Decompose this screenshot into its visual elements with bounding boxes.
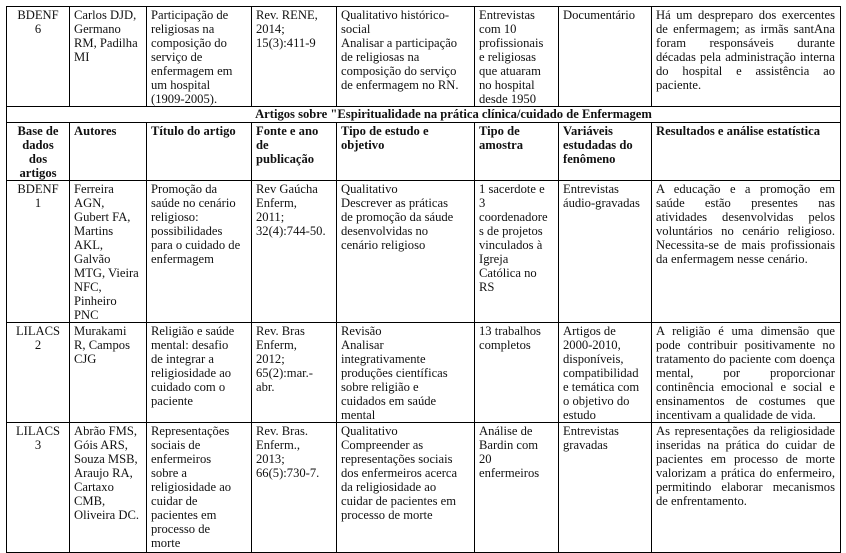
sample-cell: Entrevistas com 10 profissionais e religiosas que atuaram no hospital desde 1950 bbox=[475, 7, 559, 107]
title-cell: Representações sociais de enfermeiros sobre a religiosidade ao cuidar de pacientes em processo de morte bbox=[147, 423, 252, 553]
table-row bbox=[7, 323, 841, 423]
source-cell: Rev. Bras Enferm, 2012; 65(2):mar.- abr. bbox=[252, 323, 337, 423]
sample-cell: Análise de Bardin com 20 enfermeiros bbox=[475, 423, 559, 553]
section-row bbox=[7, 107, 841, 123]
section-title: Artigos sobre "Espiritualidade na prática clínica/cuidado de Enfermagem bbox=[7, 107, 841, 123]
header-title: Título do artigo bbox=[147, 123, 252, 181]
study-type-cell: Qualitativo Descrever as práticas de promoção da sáude desenvolvidas no cenário religioso bbox=[337, 181, 475, 323]
title-cell: Promoção da saúde no cenário religioso: possibilidades para o cuidado de enfermagem bbox=[147, 181, 252, 323]
variables-cell: Entrevistas áudio-gravadas bbox=[559, 181, 652, 323]
header-authors: Autores bbox=[70, 123, 147, 181]
articles-table bbox=[6, 6, 841, 553]
header-results: Resultados e análise estatística bbox=[652, 123, 841, 181]
database-cell: BDENF 1 bbox=[7, 181, 70, 323]
title-cell: Religião e saúde mental: desafio de integrar a religiosidade ao cuidado com o paciente bbox=[147, 323, 252, 423]
study-type-cell: Revisão Analisar integrativamente produções científicas sobre religião e cuidados em saúde mental bbox=[337, 323, 475, 423]
results-cell: As representações da religiosidade inseridas na prática do cuidar de pacientes em processo de morte valorizam a prática do enfermeiro, permitindo elaborar mecanismos de enfrentamento. bbox=[652, 423, 841, 553]
title-cell: Participação de religiosas na composição do serviço de enfermagem em um hospital (1909-2005). bbox=[147, 7, 252, 107]
database-cell: LILACS 3 bbox=[7, 423, 70, 553]
header-source: Fonte e ano de publicação bbox=[252, 123, 337, 181]
authors-cell: Abrão FMS, Góis ARS, Souza MSB, Araujo RA, Cartaxo CMB, Oliveira DC. bbox=[70, 423, 147, 553]
header-row bbox=[7, 123, 841, 181]
database-cell: LILACS 2 bbox=[7, 323, 70, 423]
authors-cell: Ferreira AGN, Gubert FA, Martins AKL, Galvão MTG, Vieira NFC, Pinheiro PNC bbox=[70, 181, 147, 323]
authors-cell: Carlos DJD, Germano RM, Padilha MI bbox=[70, 7, 147, 107]
variables-cell: Documentário bbox=[559, 7, 652, 107]
variables-cell: Artigos de 2000-2010, disponíveis, compatibilidad e temática com o objetivo do estudo bbox=[559, 323, 652, 423]
header-database: Base de dados dos artigos bbox=[7, 123, 70, 181]
header-study-type: Tipo de estudo e objetivo bbox=[337, 123, 475, 181]
source-cell: Rev. RENE, 2014; 15(3):411-9 bbox=[252, 7, 337, 107]
authors-cell: Murakami R, Campos CJG bbox=[70, 323, 147, 423]
header-variables: Variáveis estudadas do fenômeno bbox=[559, 123, 652, 181]
sample-cell: 13 trabalhos completos bbox=[475, 323, 559, 423]
study-type-cell: Qualitativo histórico- social Analisar a participação de religiosas na composição do serviço de enfermagem no RN. bbox=[337, 7, 475, 107]
table-row bbox=[7, 181, 841, 323]
header-sample: Tipo de amostra bbox=[475, 123, 559, 181]
sample-cell: 1 sacerdote e 3 coordenadore s de projetos vinculados à Igreja Católica no RS bbox=[475, 181, 559, 323]
database-cell: BDENF 6 bbox=[7, 7, 70, 107]
results-cell: A religião é uma dimensão que pode contribuir positivamente no tratamento do paciente com doença mental, por proporcionar continência emocional e social e ensinamentos de costumes que incentivam a qualidade de vida. bbox=[652, 323, 841, 423]
study-type-cell: Qualitativo Compreender as representações sociais dos enfermeiros acerca da religiosidade ao cuidar de pacientes em processo de morte bbox=[337, 423, 475, 553]
table-row bbox=[7, 423, 841, 553]
variables-cell: Entrevistas gravadas bbox=[559, 423, 652, 553]
table-row bbox=[7, 7, 841, 107]
source-cell: Rev. Bras. Enferm., 2013; 66(5):730-7. bbox=[252, 423, 337, 553]
results-cell: Há um despreparo dos exercentes de enfermagem; as irmãs santAna foram responsáveis durante décadas pela administração interna do hospital e assistência ao paciente. bbox=[652, 7, 841, 107]
results-cell: A educação e a promoção em saúde estão presentes nas atividades desenvolvidas pelos voluntários no cenário religioso. Necessita-se de mais profissionais da enfermagem nesse cenário. bbox=[652, 181, 841, 323]
source-cell: Rev Gaúcha Enferm, 2011; 32(4):744-50. bbox=[252, 181, 337, 323]
